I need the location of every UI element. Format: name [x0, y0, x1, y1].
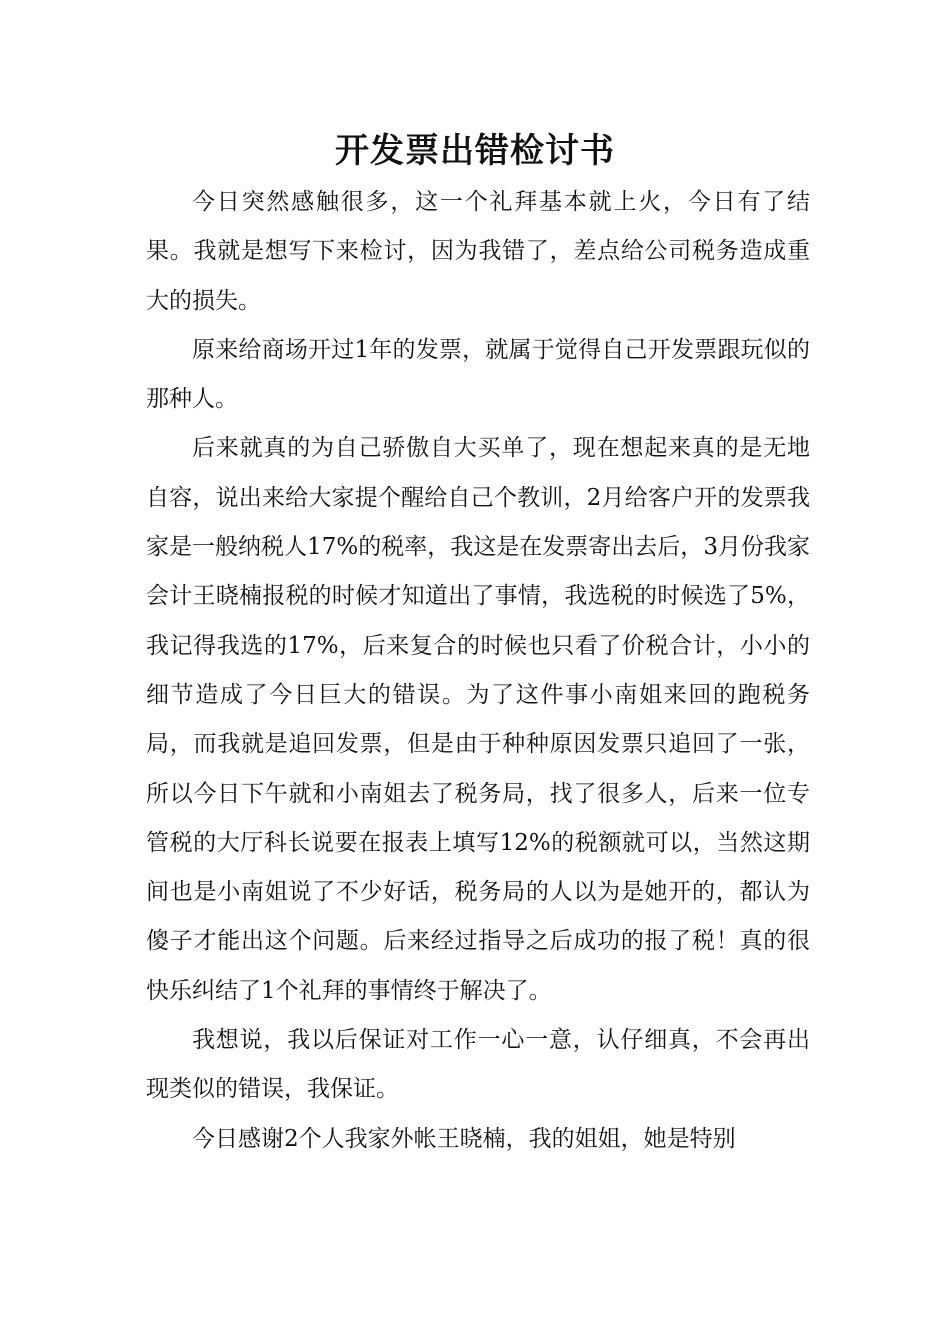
paragraph-5: 今日感谢2个人我家外帐王晓楠，我的姐姐，她是特别 — [192, 1125, 736, 1152]
document-body — [146, 178, 810, 1164]
paragraph-2: 原来给商场开过1年的发票，就属于觉得自己开发票跟玩似的那种人。 — [146, 336, 810, 413]
paragraph-1: 今日突然感触很多，这一个礼拜基本就上火，今日有了结果。我就是想写下来检讨，因为我错了，差点给公司税务造成重大的损失。 — [146, 189, 810, 314]
paragraph-3: 后来就真的为自己骄傲自大买单了，现在想起来真的是无地自容，说出来给大家提个醒给自己个教训，2月给客户开的发票我家是一般纳税人17%的税率，我这是在发票寄出去后，3月份我家会计王晓楠报税的时候才知道出了事情，我选税的时候选了5%，我记得我选的17%，后来复合的时候也只看了价税合计，小小的细节造成了今日巨大的错误。为了这件事小南姐来回的跑税务局，而我就是追回发票，但是由于种种原因发票只追回了一张，所以今日下午就和小南姐去了税务局，找了很多人，后来一位专管税的大厅科长说要在报表上填写12%的税额就可以，当然这期间也是小南姐说了不少好话，税务局的人以为是她开的，都认为傻子才能出这个问题。后来经过指导之后成功的报了税！真的很快乐纠结了1个礼拜的事情终于解决了。 — [146, 435, 810, 1004]
document-title: 开发票出错检讨书 — [335, 131, 615, 171]
paragraph-4: 我想说，我以后保证对工作一心一意，认仔细真，不会再出现类似的错误，我保证。 — [146, 1027, 810, 1103]
